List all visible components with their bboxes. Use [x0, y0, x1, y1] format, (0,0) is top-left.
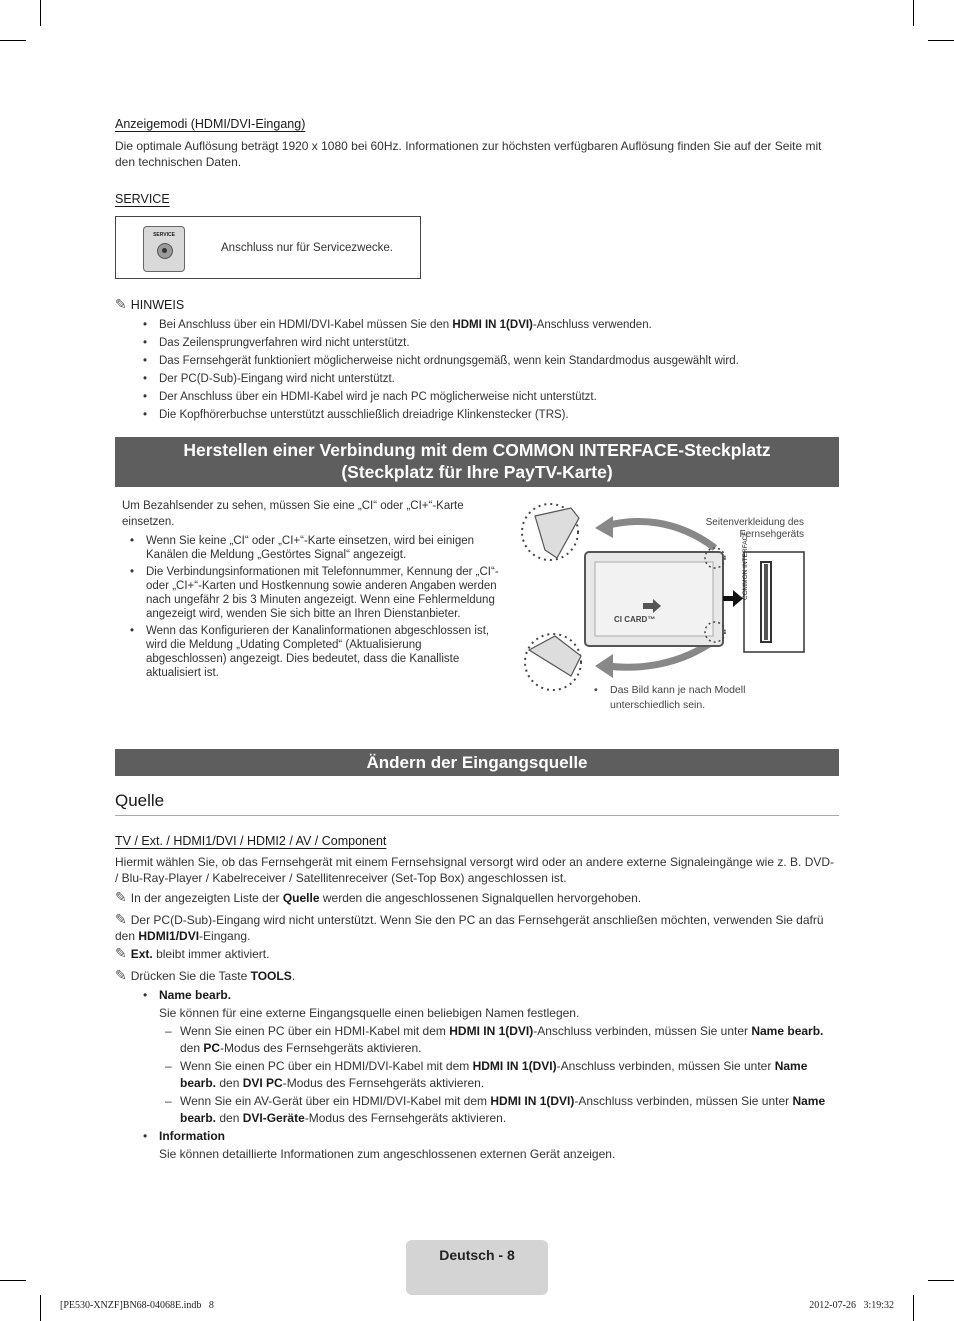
list-item [115, 370, 835, 388]
page-number-tab: Deutsch - 8 [406, 1240, 548, 1295]
service-port-label: SERVICE [153, 232, 175, 238]
dash-text: -Anschluss verbinden, müssen Sie unter [533, 1024, 752, 1038]
slot-arrow-shaft [723, 596, 733, 601]
source-body: Hiermit wählen Sie, ob das Fernsehgerät mit einem Fernsehsignal versorgt wird oder an andere externe Signaleingänge wie z. B. DVD- / Blu-Ray-Player / Kabelreceiver / Satellitenreceiver (Set-Top Box) angeschlossen ist. [115, 855, 835, 885]
list-item [115, 316, 835, 334]
list-item-text: Das Zeilensprungverfahren wird nicht unterstützt. [159, 337, 410, 349]
service-box [115, 216, 421, 279]
list-item [115, 987, 837, 1004]
hinweis-label: HINWEIS [130, 298, 185, 312]
diagram-note: • Das Bild kann je nach Modell unterschiedlich sein. [566, 683, 806, 713]
list-item [115, 388, 835, 406]
dash-text: den [216, 1111, 243, 1125]
note-tools [115, 967, 837, 984]
list-item: • Wenn Sie keine „CI“ oder „CI+“-Karte einsetzen, wird bei einigen Kanälen die Meldung „Gestörtes Signal“ angezeigt. [102, 534, 502, 562]
ci-slot-panel [744, 552, 804, 652]
crop-mark [0, 40, 26, 41]
dash-bold: Name bearb. [751, 1024, 824, 1038]
ci-section-title-line2: (Steckplatz für Ihre PayTV-Karte) [341, 462, 613, 482]
ci-module-inner [595, 562, 713, 636]
diagram-note-list [566, 683, 806, 713]
pencil-icon: ✎ [115, 296, 127, 312]
dash-bold: HDMI IN 1(DVI) [490, 1094, 575, 1108]
source-list-heading: TV / Ext. / HDMI1/DVI / HDMI2 / AV / Component [115, 834, 387, 848]
note-text: bleibt immer aktiviert. [152, 947, 270, 961]
note-text: Der PC(D-Sub)-Eingang wird nicht unterstützt. Wenn Sie den PC an das Fernsehgerät anschließen möchten, verwenden Sie dafrü den [115, 913, 824, 943]
service-heading: SERVICE [115, 192, 170, 206]
arrow-top-head [595, 516, 613, 538]
arrow-bottom-head [595, 654, 613, 678]
dash-item [115, 1058, 837, 1092]
dash-item [115, 1093, 837, 1127]
list-item [115, 334, 835, 352]
list-item-text: Der Anschluss über ein HDMI-Kabel wird je nach PC möglicherweise nicht unterstützt. [159, 391, 597, 403]
list-item [115, 406, 835, 424]
pencil-icon: ✎ [115, 911, 127, 927]
dash-bold: Name bearb. [180, 1094, 826, 1125]
file-info: [PE530-XNZF]BN68-04068E.indb 8 [60, 1300, 214, 1311]
quelle-rule [115, 815, 839, 816]
dash-text: den [180, 1041, 204, 1055]
crop-mark [40, 1295, 41, 1321]
card-sketch-top [535, 508, 579, 558]
dash-text: -Anschluss verbinden, müssen Sie unter [556, 1059, 775, 1073]
note-text: Drücken Sie die Taste [130, 969, 251, 983]
dash-text: -Anschluss verbinden, müssen Sie unter [574, 1094, 793, 1108]
pencil-icon: ✎ [115, 889, 127, 905]
dash-bold: HDMI IN 1(DVI) [449, 1024, 534, 1038]
dash-text: -Modus des Fernsehgeräts aktivieren. [304, 1111, 507, 1125]
dash-bold: Name bearb. [180, 1059, 808, 1090]
note-bold: Ext. [130, 947, 153, 961]
note-text: . [291, 969, 296, 983]
crop-mark [0, 1280, 26, 1281]
display-modes-heading: Anzeigemodi (HDMI/DVI-Eingang) [115, 117, 306, 131]
name-edit-list [115, 987, 837, 1004]
list-item-text: -Anschluss verwenden. [532, 319, 652, 331]
crop-mark [928, 1280, 954, 1281]
list-item-text: Bei Anschluss über ein HDMI/DVI-Kabel müssen Sie den [159, 319, 453, 331]
service-port-jack-center [162, 248, 167, 253]
ci-slot-label: COMMON INTERFACE [742, 531, 749, 600]
information-desc: Sie können detaillierte Informationen zum angeschlossenen externen Gerät anzeigen. [159, 1147, 616, 1161]
dash-bold: DVI PC [242, 1076, 283, 1090]
list-item [115, 352, 835, 370]
name-edit-title: Name bearb. [159, 988, 232, 1002]
list-item-text: Das Fernsehgerät funktioniert möglicherweise nicht ordnungsgemäß, wenn kein Standardmodus ausgewählt wird. [159, 355, 739, 367]
note-bold: HDMI1/DVI [138, 929, 200, 943]
ci-section-title-line1: Herstellen einer Verbindung mit dem COMMON INTERFACE-Steckplatz [183, 440, 771, 460]
note-source-highlight [115, 889, 837, 906]
list-item: • Wenn das Konfigurieren der Kanalinformationen abgeschlossen ist, wird die Meldung „Udating Completed“ (Aktualisierung abgeschlossen) angezeigt. Dies bedeutet, dass die Kanalliste aktualisiert ist. [102, 624, 502, 680]
note-bold: Quelle [282, 891, 320, 905]
ci-card-label: CI CARD™ [614, 615, 656, 624]
information-list [115, 1128, 837, 1145]
dash-bold: DVI-Geräte [242, 1111, 305, 1125]
note-text: werden die angeschlossenen Signalquellen hervorgehoben. [319, 891, 642, 905]
dash-item [115, 1023, 837, 1057]
note-pc-dsub [115, 911, 837, 944]
dash-text: -Modus des Fernsehgeräts aktivieren. [220, 1041, 422, 1055]
name-edit-desc: Sie können für eine externe Eingangsquelle einen beliebigen Namen festlegen. [159, 1006, 580, 1020]
dash-text: Wenn Sie ein AV-Gerät über ein HDMI/DVI-Kabel mit dem [180, 1094, 491, 1108]
crop-mark [913, 1295, 914, 1321]
information-title: Information [159, 1129, 225, 1143]
name-edit-block [115, 987, 837, 1163]
quelle-subtitle: Quelle [115, 791, 165, 810]
hinweis-list [115, 316, 835, 424]
note-bold: TOOLS [250, 969, 292, 983]
dash-bold: PC [203, 1041, 221, 1055]
dash-text: Wenn Sie einen PC über ein HDMI/DVI-Kabel mit dem [180, 1059, 473, 1073]
dash-text: den [216, 1076, 243, 1090]
date-info: 2012-07-26 3:19:32 [809, 1300, 894, 1311]
ci-section-title-bar [115, 437, 839, 487]
ci-slot-inner [764, 564, 768, 640]
service-port-icon [143, 226, 185, 272]
card-sketch-bottom [529, 636, 581, 676]
crop-mark [913, 0, 914, 26]
service-description: Anschluss nur für Servicezwecke. [221, 242, 393, 254]
list-item: • Die Verbindungsinformationen mit Telefonnummer, Kennung der „CI“- oder „CI+“-Karten und Hostkennung sowie anderen Angaben werden nach ungefähr 2 bis 3 Minuten angezeigt. Wenn eine Fehlermeldung angezeigt wird, wenden Sie sich bitte an Ihren Dienstanbieter. [102, 565, 502, 621]
note-text: -Eingang. [199, 929, 251, 943]
list-item-bold: HDMI IN 1(DVI) [452, 319, 533, 331]
note-text: In der angezeigten Liste der [130, 891, 283, 905]
dash-text: -Modus des Fernsehgeräts aktivieren. [282, 1076, 485, 1090]
side-panel-label: Seitenverkleidung des Fernsehgeräts [705, 517, 804, 540]
dash-bold: HDMI IN 1(DVI) [472, 1059, 557, 1073]
crop-mark [928, 40, 954, 41]
pencil-icon: ✎ [115, 945, 127, 961]
pencil-icon: ✎ [115, 967, 127, 983]
note-ext [115, 945, 837, 962]
ci-intro: Um Bezahlsender zu sehen, müssen Sie eine „CI“ oder „CI+“-Karte einsetzen. [122, 500, 464, 528]
dash-text: Wenn Sie einen PC über ein HDMI-Kabel mit dem [180, 1024, 450, 1038]
list-item [115, 1128, 837, 1145]
list-item-text: Die Kopfhörerbuchse unterstützt ausschließlich dreiadrige Klinkenstecker (TRS). [159, 409, 569, 421]
ci-bullets [102, 534, 502, 680]
crop-mark [40, 0, 41, 26]
hinweis-note [115, 296, 184, 313]
list-item-text: Der PC(D-Sub)-Eingang wird nicht unterstützt. [159, 373, 395, 385]
display-modes-body: Die optimale Auflösung beträgt 1920 x 1080 bei 60Hz. Informationen zur höchsten verfügbaren Auflösung finden Sie auf der Seite mit den technischen Daten. [115, 139, 822, 169]
input-section-title-bar: Ändern der Eingangsquelle [115, 749, 839, 776]
